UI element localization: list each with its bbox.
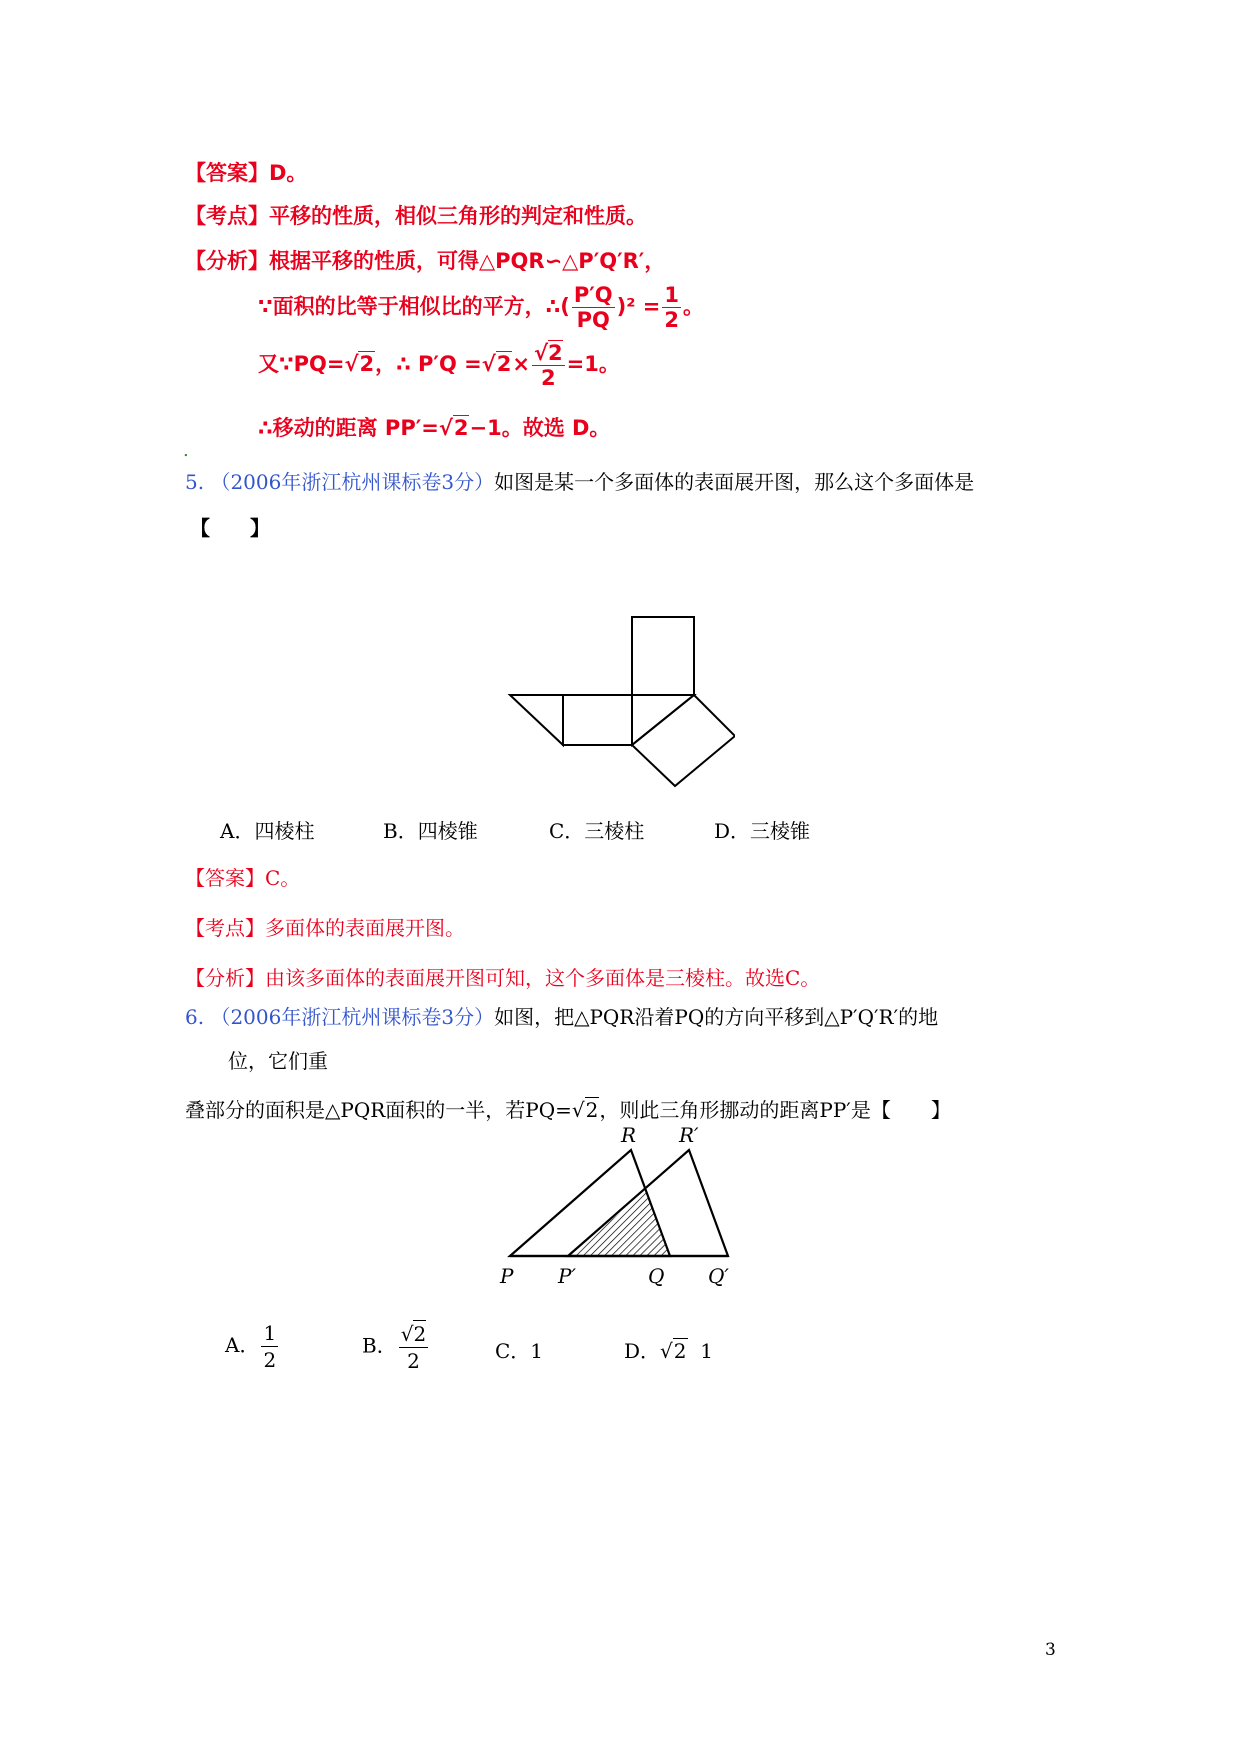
q6-option-a-fraction: $\frac{1}{2}$	[263, 1321, 277, 1372]
label-p-prime: P′	[558, 1264, 576, 1288]
answer-tag: 【答案】	[185, 161, 269, 185]
fenxi-line4-end: −1。故选 D。	[469, 416, 611, 440]
fenxi-line1	[185, 245, 665, 275]
times-sign: ×	[512, 352, 530, 376]
q5-stem	[185, 466, 974, 495]
q5-fenxi-tag: 【分析】	[185, 966, 265, 990]
q5-option-a: A．四棱柱	[220, 819, 315, 843]
label-q-prime: Q′	[708, 1264, 729, 1288]
ratio-fraction: $\frac{P'Q}{PQ}$	[573, 283, 613, 332]
sqrt2-over-2: $\frac{√2}{2}$	[533, 341, 563, 390]
q6-option-b-label: B．	[362, 1333, 397, 1358]
q6-number: 6.	[185, 1005, 205, 1029]
answer-line	[185, 157, 307, 187]
q6-stem-text1: 如图，把△PQR沿着PQ的方向平移到△P′Q′R′的地	[494, 1005, 939, 1029]
fenxi-text1: 根据平移的性质，可得△PQR∽△P′Q′R′，	[269, 249, 666, 273]
overlap-region	[568, 1191, 670, 1256]
fenxi-tag: 【分析】	[185, 249, 269, 273]
label-q: Q	[648, 1264, 665, 1288]
net-triangle	[510, 695, 563, 745]
q5-answer-tag: 【答案】	[185, 866, 265, 890]
q5-option-c: C．三棱柱	[549, 819, 645, 843]
fenxi-line2-pre: ∵面积的比等于相似比的平方，∴(	[258, 294, 570, 319]
q5-source: （2006年浙江杭州课标卷3分）	[210, 470, 495, 494]
q5-answer-text: C。	[265, 866, 301, 890]
answer-text: D。	[269, 161, 308, 185]
q5-net-figure	[505, 612, 735, 792]
q5-fenxi-text: 由该多面体的表面展开图可知，这个多面体是三棱柱。故选C。	[265, 966, 821, 990]
q5-stem-text: 如图是某一个多面体的表面展开图，那么这个多面体是	[494, 470, 975, 494]
label-r-prime: R′	[679, 1125, 699, 1147]
q6-stem-line3	[185, 1094, 951, 1123]
fenxi-line3-pre: 又∵PQ=	[258, 352, 345, 376]
page-number: 3	[1045, 1640, 1056, 1660]
q6-option-a-label: A．	[225, 1333, 260, 1357]
half-fraction: $\frac{1}{2}$	[664, 283, 679, 332]
fenxi-line3	[258, 340, 620, 390]
q5-bracket: 【 】	[190, 516, 270, 540]
sqrt-2c: √2	[438, 416, 469, 440]
q6-option-c: C．1	[495, 1339, 544, 1363]
kaodian-line	[185, 200, 647, 230]
q6-stem-line2: 位，它们重	[228, 1049, 328, 1073]
q6-source: （2006年浙江杭州课标卷3分）	[210, 1005, 495, 1029]
kaodian-text: 平移的性质，相似三角形的判定和性质。	[269, 204, 647, 228]
sqrt-2: √2	[344, 352, 375, 376]
fenxi-line4	[258, 412, 610, 442]
q6-option-d-post: 1	[700, 1339, 713, 1363]
q6-stem-line1	[185, 1001, 938, 1030]
fenxi-line3-end: =1。	[566, 352, 620, 376]
q6-stem-line3-post: ，则此三角形挪动的距离PP′是【 】	[599, 1098, 951, 1122]
sqrt-2b: √2	[481, 352, 512, 376]
label-r: R	[621, 1125, 637, 1147]
q6-option-b	[362, 1320, 430, 1374]
q5-number: 5.	[185, 470, 205, 494]
q5-option-b: B．四棱锥	[383, 819, 478, 843]
fenxi-line4-pre: ∴移动的距离 PP′=	[258, 416, 439, 440]
fenxi-line2-end: 。	[682, 294, 704, 319]
q5-kaodian-text: 多面体的表面展开图。	[265, 916, 465, 940]
q6-option-d	[624, 1335, 713, 1364]
net-tilted-square	[632, 695, 735, 786]
stray-dot: .	[183, 440, 189, 461]
q5-answer	[185, 862, 300, 891]
label-p: P	[500, 1264, 514, 1288]
q6-option-b-fraction: $\frac{√2}{2}$	[400, 1322, 427, 1373]
q6-option-a	[225, 1320, 280, 1373]
q5-option-d: D．三棱锥	[714, 819, 811, 843]
q5-kaodian	[185, 912, 465, 941]
fenxi-line3-mid: ，∴ P′Q =	[375, 352, 482, 376]
kaodian-tag: 【考点】	[185, 204, 269, 228]
q6-option-d-label: D．	[624, 1339, 661, 1363]
q5-kaodian-tag: 【考点】	[185, 916, 265, 940]
fenxi-line2-mid: )² =	[616, 294, 661, 319]
net-top-square	[632, 617, 694, 695]
q6-triangle-figure	[490, 1125, 750, 1305]
q6-stem-line3-pre: 叠部分的面积是△PQR面积的一半，若PQ=	[185, 1098, 572, 1122]
q5-fenxi	[185, 962, 820, 991]
q6-option-d-sqrt: √2	[660, 1339, 687, 1363]
net-left-rect	[563, 695, 632, 745]
fenxi-line2	[258, 283, 704, 332]
q6-sqrt-2: √2	[571, 1098, 599, 1122]
